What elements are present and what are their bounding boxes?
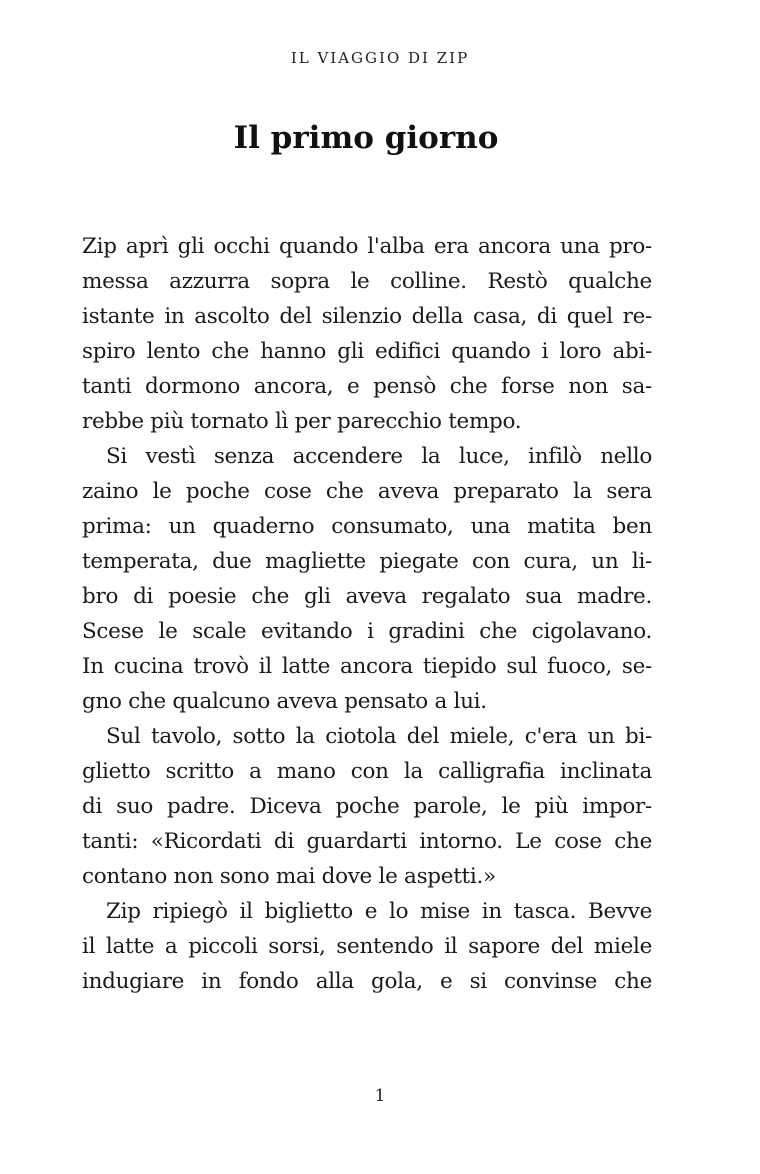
page-number: 1 [374,1086,386,1106]
text-line: spiro lento che hanno gli edifici quando i loro abi- [82,339,652,364]
body-text [82,229,652,999]
text-line: temperata, due magliette piegate con cura, un li- [82,549,652,574]
text-line: Sul tavolo, sotto la ciotola del miele, c'era un bi- [106,724,652,749]
text-line: il latte a piccoli sorsi, sentendo il sapore del miele [82,934,652,959]
chapter-title: Il primo giorno [233,120,499,156]
text-line: glietto scritto a mano con la calligrafia inclinata [82,759,652,784]
text-line: In cucina trovò il latte ancora tiepido sul fuoco, se- [82,654,652,679]
text-line: di suo padre. Diceva poche parole, le più impor- [82,794,652,819]
text-line: messa azzurra sopra le colline. Restò qualche [82,269,652,294]
text-line: istante in ascolto del silenzio della casa, di quel re- [82,304,652,329]
text-line: indugiare in fondo alla gola, e si convinse che [82,969,652,994]
text-line: Scese le scale evitando i gradini che cigolavano. [82,619,652,644]
text-line: bro di poesie che gli aveva regalato sua madre. [82,584,652,609]
text-line: prima: un quaderno consumato, una matita ben [82,514,652,539]
running-header: IL VIAGGIO DI ZIP [290,49,470,67]
text-line: Si vestì senza accendere la luce, infilò nello [106,444,652,469]
text-line: zaino le poche cose che aveva preparato la sera [82,479,652,504]
text-line: gno che qualcuno aveva pensato a lui. [82,689,487,714]
text-line: Zip aprì gli occhi quando l'alba era ancora una pro- [82,234,652,259]
text-line: tanti: «Ricordati di guardarti intorno. Le cose che [82,829,652,854]
text-line: Zip ripiegò il biglietto e lo mise in tasca. Bevve [106,899,652,924]
text-line: tanti dormono ancora, e pensò che forse non sa- [82,374,652,399]
text-line: rebbe più tornato lì per parecchio tempo. [82,409,522,434]
text-line: contano non sono mai dove le aspetti.» [82,864,496,889]
